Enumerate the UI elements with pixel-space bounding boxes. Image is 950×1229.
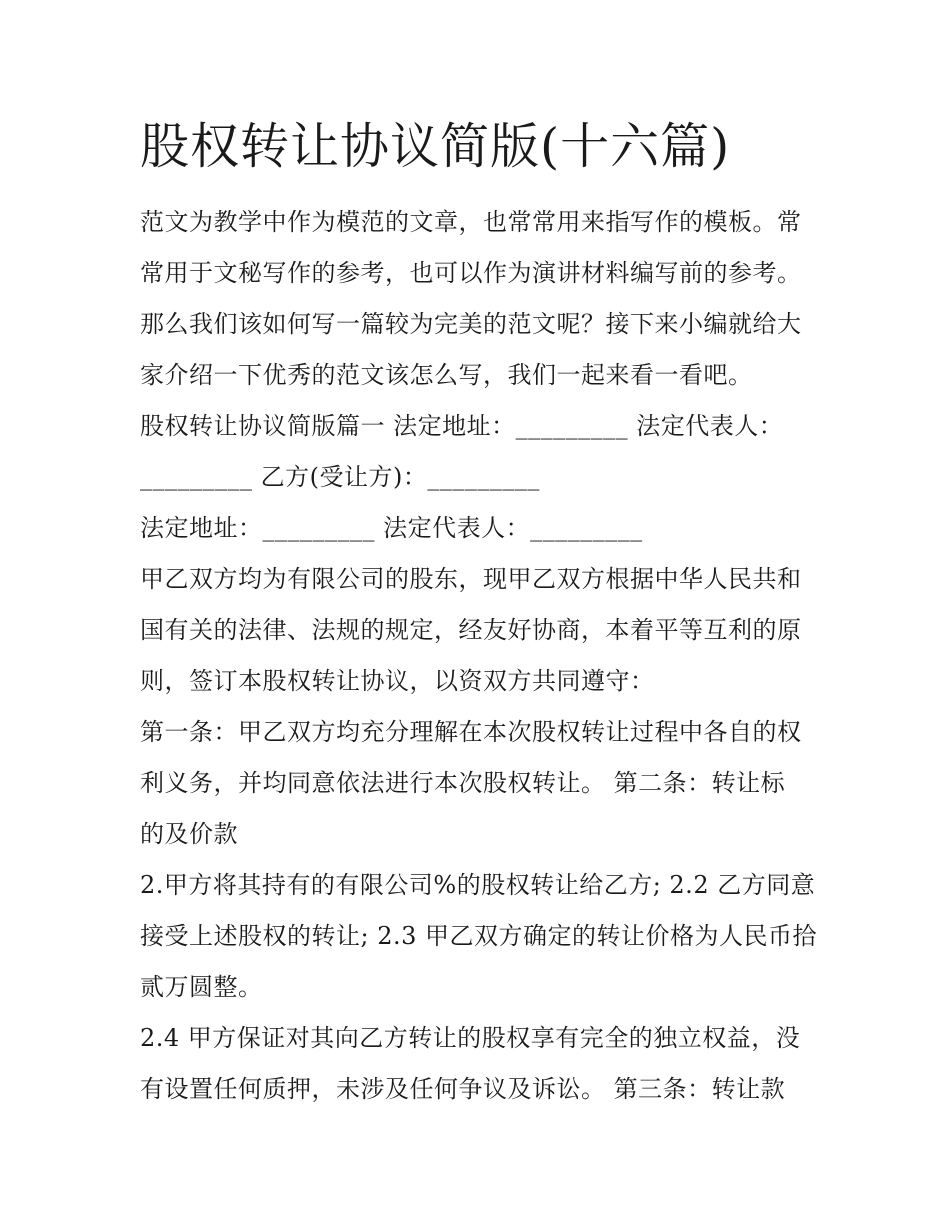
text-line: 国有关的法律、法规的规定，经友好协商，本着平等互利的原	[140, 616, 802, 644]
text-line: 家介绍一下优秀的范文该怎么写，我们一起来看一看吧。	[140, 361, 753, 389]
text-line: 则，签订本股权转让协议，以资双方共同遵守：	[140, 667, 655, 695]
text-line: 那么我们该如何写一篇较为完美的范文呢？接下来小编就给大	[140, 310, 802, 338]
text-line: 有设置任何质押，未涉及任何争议及诉讼。 第三条：转让款	[140, 1075, 786, 1103]
text-line: 股权转让协议简版篇一 法定地址：_________ 法定代表人：	[140, 412, 784, 440]
text-line: 第一条：甲乙双方均充分理解在本次股权转让过程中各自的权	[140, 718, 802, 746]
text-line: 甲乙双方均为有限公司的股东，现甲乙双方根据中华人民共和	[140, 565, 802, 593]
text-line: 2.4 甲方保证对其向乙方转让的股权享有完全的独立权益，没	[140, 1024, 801, 1052]
text-line: 利义务，并均同意依法进行本次股权转让。 第二条：转让标	[140, 769, 786, 797]
document-title: 股权转让协议简版(十六篇)	[140, 118, 731, 175]
text-line: 法定地址：_________ 法定代表人：_________	[140, 514, 643, 542]
document-body	[140, 197, 820, 1115]
text-line: 范文为教学中作为模范的文章，也常常用来指写作的模板。常	[140, 208, 802, 236]
text-line: 贰万圆整。	[140, 973, 263, 1001]
text-line: 接受上述股权的转让; 2.3 甲乙双方确定的转让价格为人民币拾	[140, 922, 818, 950]
text-line: 的及价款	[140, 820, 238, 848]
text-line: 2.甲方将其持有的有限公司%的股权转让给乙方; 2.2 乙方同意	[140, 871, 816, 899]
text-line: _________ 乙方(受让方)：_________	[140, 463, 540, 491]
text-line: 常用于文秘写作的参考，也可以作为演讲材料编写前的参考。	[140, 259, 802, 287]
